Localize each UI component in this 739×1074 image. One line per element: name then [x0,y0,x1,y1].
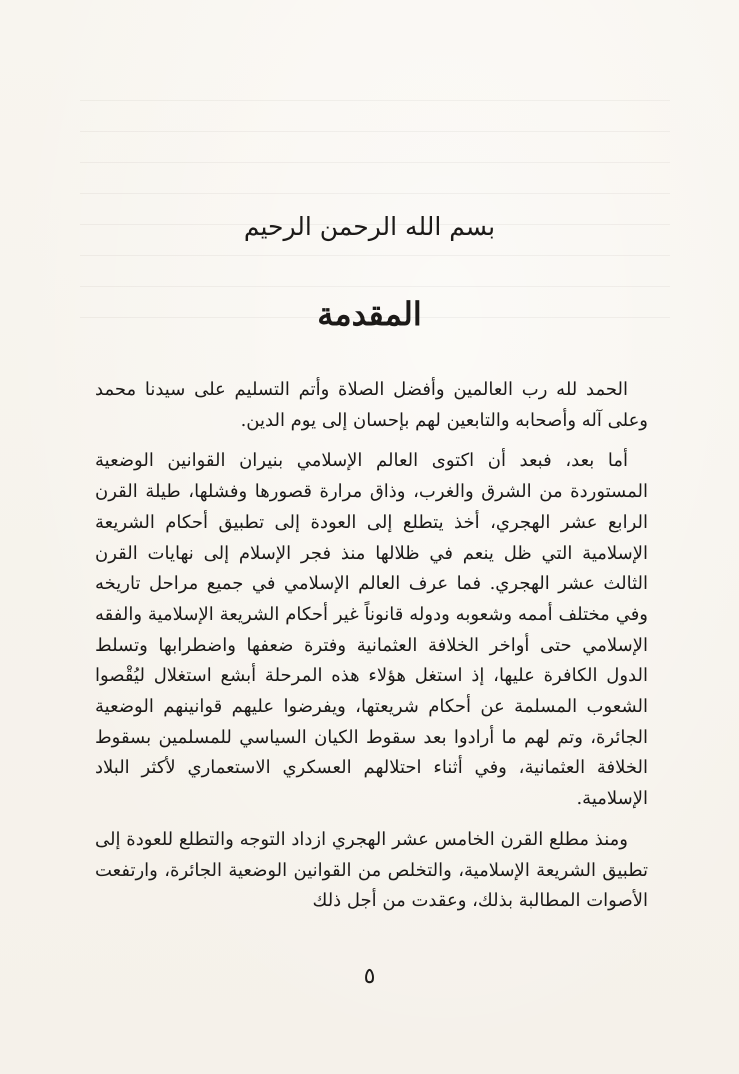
basmala: بسم الله الرحمن الرحيم [243,212,496,241]
page-title: المقدمة [317,295,422,333]
paragraph: الحمد لله رب العالمين وأفضل الصلاة وأتم التسليم على سيدنا محمد وعلى آله وأصحابه والتابعين لهم بإحسان إلى يوم الدين. [95,379,648,431]
paragraph: ومنذ مطلع القرن الخامس عشر الهجري ازداد التوجه والتطلع للعودة إلى تطبيق الشريعة الإسلامية، والتخلص من القوانين الوضعية الجائرة، وارتفعت الأصوات المطالبة بذلك، وعقدت من أجل ذلك [95,828,648,912]
body-text [95,375,648,927]
page-number: ٥ [363,964,376,989]
paragraph: أما بعد، فبعد أن اكتوى العالم الإسلامي بنيران القوانين الوضعية المستوردة من الشرق والغرب، وذاق مرارة قصورها وفشلها، طيلة القرن الرابع عشر الهجري، أخذ يتطلع إلى العودة إلى تطبيق أحكام الشريعة الإسلامية التي ظل ينعم في ظلالها منذ فجر الإسلام إلى نهايات القرن الثالث عشر الهجري. فما عرف العالم الإسلامي في جميع مراحل تاريخه وفي مختلف أممه وشعوبه ودوله قانوناً غير أحكام الشريعة الإسلامية والفقه الإسلامي حتى أواخر الخلافة العثمانية وفترة ضعفها واضطرابها وتسلط الدول الكافرة عليها، إذ استغل هؤلاء هذه المرحلة أبشع استغلال ليُقْصوا الشعوب المسلمة عن أحكام شريعتها، ويفرضوا عليهم قوانينهم الوضعية الجائرة، وتم لهم ما أرادوا بعد سقوط الكيان السياسي للمسلمين بسقوط الخلافة العثمانية، وفي أثناء احتلالهم العسكري الاستعماري لأكثر البلاد الإسلامية. [95,450,648,810]
